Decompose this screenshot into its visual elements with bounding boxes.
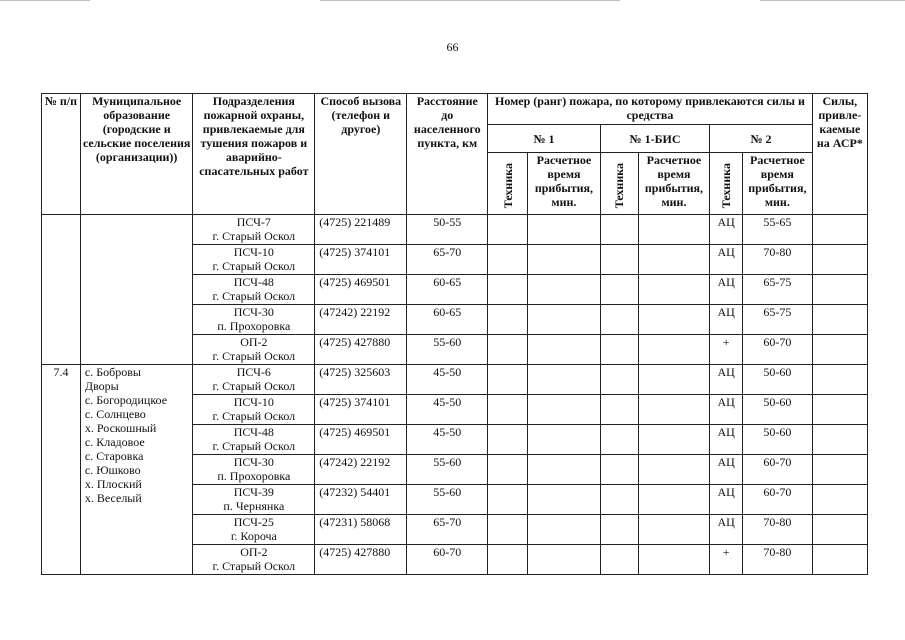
settlement-item: Дворы xyxy=(84,379,119,393)
header-rank1-arrival: Расчетное время прибытия, мин. xyxy=(528,153,601,215)
r1-tech-cell xyxy=(488,545,528,575)
r1-tech-cell xyxy=(488,425,528,455)
r1-time-cell xyxy=(528,245,601,275)
phone-cell: (4725) 469501 xyxy=(315,275,407,305)
phone-cell: (4725) 221489 xyxy=(315,215,407,245)
asr-cell xyxy=(812,485,867,515)
r1-time-cell xyxy=(528,545,601,575)
unit-cell xyxy=(193,275,315,305)
header-rank1-tech-label: Техника xyxy=(500,162,515,208)
r1bis-time-cell xyxy=(638,335,710,365)
phone-cell: (47242) 22192 xyxy=(315,305,407,335)
top-rule-center xyxy=(320,0,620,1)
header-rank-2: № 2 xyxy=(710,125,812,153)
r2-time-cell: 60-70 xyxy=(743,335,813,365)
unit-cell xyxy=(193,515,315,545)
r2-time-cell: 50-60 xyxy=(743,425,813,455)
header-rank2-tech-label: Техника xyxy=(719,162,734,208)
distance-cell: 65-70 xyxy=(407,245,488,275)
unit-name: ОП-2 xyxy=(240,545,268,559)
unit-name: ПСЧ-25 xyxy=(233,515,274,529)
r1bis-tech-cell xyxy=(600,365,638,395)
unit-name: ПСЧ-39 xyxy=(233,485,274,499)
settlement-item: с. Кладовое xyxy=(84,435,145,449)
r1-time-cell xyxy=(528,215,601,245)
header-rank2-tech xyxy=(710,153,743,215)
asr-cell xyxy=(812,305,867,335)
r2-tech-cell: + xyxy=(710,335,743,365)
r1-time-cell xyxy=(528,395,601,425)
header-rank1-tech xyxy=(488,153,528,215)
r1-time-cell xyxy=(528,275,601,305)
header-asr: Силы, привле-каемые на АСР* xyxy=(812,94,867,215)
r1bis-time-cell xyxy=(638,395,710,425)
r1-time-cell xyxy=(528,305,601,335)
r2-tech-cell: АЦ xyxy=(710,515,743,545)
asr-cell xyxy=(812,455,867,485)
distance-cell: 60-65 xyxy=(407,275,488,305)
r1bis-tech-cell xyxy=(600,305,638,335)
distance-cell: 55-60 xyxy=(407,485,488,515)
phone-cell: (47232) 54401 xyxy=(315,485,407,515)
r2-tech-cell: АЦ xyxy=(710,395,743,425)
r2-tech-cell: АЦ xyxy=(710,275,743,305)
r1-tech-cell xyxy=(488,335,528,365)
r1-time-cell xyxy=(528,515,601,545)
distance-cell: 65-70 xyxy=(407,515,488,545)
r1bis-tech-cell xyxy=(600,485,638,515)
r1-tech-cell xyxy=(488,305,528,335)
unit-place: г. Старый Оскол xyxy=(212,439,296,453)
r2-tech-cell: АЦ xyxy=(710,455,743,485)
r1bis-tech-cell xyxy=(600,455,638,485)
r2-time-cell: 60-70 xyxy=(743,485,813,515)
unit-cell xyxy=(193,485,315,515)
distance-cell: 50-55 xyxy=(407,215,488,245)
header-rank1bis-arrival: Расчетное время прибытия, мин. xyxy=(638,153,710,215)
phone-cell: (4725) 374101 xyxy=(315,245,407,275)
r1-tech-cell xyxy=(488,245,528,275)
unit-cell xyxy=(193,305,315,335)
asr-cell xyxy=(812,335,867,365)
asr-cell xyxy=(812,545,867,575)
r1-tech-cell xyxy=(488,365,528,395)
r1-time-cell xyxy=(528,425,601,455)
r2-tech-cell: АЦ xyxy=(710,425,743,455)
unit-name: ПСЧ-48 xyxy=(233,275,274,289)
settlement-item: с. Старовка xyxy=(84,449,144,463)
r1bis-tech-cell xyxy=(600,335,638,365)
settlement-item: х. Роскошный xyxy=(84,421,157,435)
phone-cell: (4725) 374101 xyxy=(315,395,407,425)
r2-time-cell: 50-60 xyxy=(743,395,813,425)
unit-place: г. Старый Оскол xyxy=(212,289,296,303)
header-rank1bis-tech xyxy=(600,153,638,215)
asr-cell xyxy=(812,275,867,305)
r1bis-time-cell xyxy=(638,455,710,485)
r1bis-tech-cell xyxy=(600,245,638,275)
r2-time-cell: 70-80 xyxy=(743,515,813,545)
row-num-cont xyxy=(42,215,81,365)
unit-name: ПСЧ-30 xyxy=(233,455,274,469)
r1-time-cell xyxy=(528,455,601,485)
r1-time-cell xyxy=(528,485,601,515)
unit-place: г. Старый Оскол xyxy=(212,409,296,423)
unit-name: ПСЧ-7 xyxy=(236,215,271,229)
header-units: Подразделения пожарной охраны, привлекаемые для тушения пожаров и аварийно-спасательных работ xyxy=(193,94,315,215)
asr-cell xyxy=(812,395,867,425)
table-header xyxy=(42,94,868,215)
settlements-cell xyxy=(80,365,193,575)
r1bis-tech-cell xyxy=(600,395,638,425)
top-rule-left xyxy=(0,0,90,1)
unit-place: г. Старый Оскол xyxy=(212,349,296,363)
unit-place: г. Старый Оскол xyxy=(212,559,296,573)
settlement-item: х. Веселый xyxy=(84,491,142,505)
r2-time-cell: 60-70 xyxy=(743,455,813,485)
r1-time-cell xyxy=(528,335,601,365)
r2-time-cell: 65-75 xyxy=(743,305,813,335)
r2-time-cell: 70-80 xyxy=(743,245,813,275)
r1bis-tech-cell xyxy=(600,425,638,455)
header-municipal: Муниципальное образование (городские и сельские поселения (организации)) xyxy=(80,94,193,215)
r1-tech-cell xyxy=(488,485,528,515)
unit-place: г. Старый Оскол xyxy=(212,379,296,393)
header-fire-rank: Номер (ранг) пожара, по которому привлекаются силы и средства xyxy=(488,94,812,125)
unit-place: г. Старый Оскол xyxy=(212,259,296,273)
distance-cell: 45-50 xyxy=(407,365,488,395)
r1bis-tech-cell xyxy=(600,275,638,305)
asr-cell xyxy=(812,365,867,395)
municipal-cont xyxy=(80,215,193,365)
header-call-method: Способ вызова (телефон и другое) xyxy=(315,94,407,215)
unit-cell xyxy=(193,455,315,485)
r2-tech-cell: АЦ xyxy=(710,245,743,275)
unit-name: ПСЧ-10 xyxy=(233,245,274,259)
r1bis-time-cell xyxy=(638,275,710,305)
header-num: № п/п xyxy=(42,94,81,215)
asr-cell xyxy=(812,245,867,275)
phone-cell: (47231) 58068 xyxy=(315,515,407,545)
distance-cell: 45-50 xyxy=(407,395,488,425)
settlement-item: с. Бобровы xyxy=(84,365,141,379)
r2-tech-cell: + xyxy=(710,545,743,575)
r2-time-cell: 70-80 xyxy=(743,545,813,575)
settlement-item: с. Солнцево xyxy=(84,407,146,421)
distance-cell: 60-65 xyxy=(407,305,488,335)
top-rule-right xyxy=(760,0,905,1)
header-rank-1bis: № 1-БИС xyxy=(600,125,710,153)
r2-tech-cell: АЦ xyxy=(710,485,743,515)
r1-time-cell xyxy=(528,365,601,395)
r1-tech-cell xyxy=(488,515,528,545)
r2-time-cell: 50-60 xyxy=(743,365,813,395)
r2-tech-cell: АЦ xyxy=(710,215,743,245)
r1bis-time-cell xyxy=(638,245,710,275)
unit-cell xyxy=(193,425,315,455)
table-row xyxy=(42,215,868,245)
unit-cell xyxy=(193,245,315,275)
r1bis-time-cell xyxy=(638,365,710,395)
asr-cell xyxy=(812,425,867,455)
header-rank2-arrival: Расчетное время прибытия, мин. xyxy=(743,153,813,215)
page-number: 66 xyxy=(446,40,459,54)
unit-name: ПСЧ-48 xyxy=(233,425,274,439)
distance-cell: 45-50 xyxy=(407,425,488,455)
header-rank1bis-tech-label: Техника xyxy=(612,162,627,208)
unit-cell xyxy=(193,365,315,395)
asr-cell xyxy=(812,215,867,245)
r1-tech-cell xyxy=(488,215,528,245)
r1bis-time-cell xyxy=(638,515,710,545)
table-row xyxy=(42,365,868,395)
r1-tech-cell xyxy=(488,455,528,485)
unit-place: г. Старый Оскол xyxy=(212,229,296,243)
unit-place: п. Прохоровка xyxy=(217,319,291,333)
r1bis-time-cell xyxy=(638,545,710,575)
r2-tech-cell: АЦ xyxy=(710,305,743,335)
header-distance: Расстояние до населенного пункта, км xyxy=(407,94,488,215)
unit-cell xyxy=(193,215,315,245)
r1bis-tech-cell xyxy=(600,545,638,575)
asr-cell xyxy=(812,515,867,545)
phone-cell: (4725) 427880 xyxy=(315,335,407,365)
unit-name: ПСЧ-30 xyxy=(233,305,274,319)
r1-tech-cell xyxy=(488,275,528,305)
phone-cell: (4725) 427880 xyxy=(315,545,407,575)
unit-place: п. Прохоровка xyxy=(217,469,291,483)
unit-place: г. Короча xyxy=(230,529,277,543)
phone-cell: (47242) 22192 xyxy=(315,455,407,485)
header-rank-1: № 1 xyxy=(488,125,601,153)
table-body xyxy=(42,215,868,575)
unit-cell xyxy=(193,395,315,425)
distance-cell: 55-60 xyxy=(407,455,488,485)
phone-cell: (4725) 325603 xyxy=(315,365,407,395)
unit-name: ПСЧ-6 xyxy=(236,365,271,379)
settlement-item: с. Богородицкое xyxy=(84,393,168,407)
settlement-item: х. Плоский xyxy=(84,477,142,491)
distance-cell: 55-60 xyxy=(407,335,488,365)
unit-name: ОП-2 xyxy=(240,335,268,349)
r2-tech-cell: АЦ xyxy=(710,365,743,395)
fire-forces-table xyxy=(41,93,868,575)
unit-name: ПСЧ-10 xyxy=(233,395,274,409)
unit-cell xyxy=(193,545,315,575)
settlement-item: с. Юшково xyxy=(84,463,141,477)
unit-cell xyxy=(193,335,315,365)
row-num: 7.4 xyxy=(42,365,81,575)
r1-tech-cell xyxy=(488,395,528,425)
r2-time-cell: 65-75 xyxy=(743,275,813,305)
r1bis-tech-cell xyxy=(600,515,638,545)
r2-time-cell: 55-65 xyxy=(743,215,813,245)
r1bis-time-cell xyxy=(638,425,710,455)
r1bis-time-cell xyxy=(638,305,710,335)
phone-cell: (4725) 469501 xyxy=(315,425,407,455)
r1bis-time-cell xyxy=(638,215,710,245)
unit-place: п. Чернянка xyxy=(223,499,285,513)
r1bis-tech-cell xyxy=(600,215,638,245)
distance-cell: 60-70 xyxy=(407,545,488,575)
r1bis-time-cell xyxy=(638,485,710,515)
